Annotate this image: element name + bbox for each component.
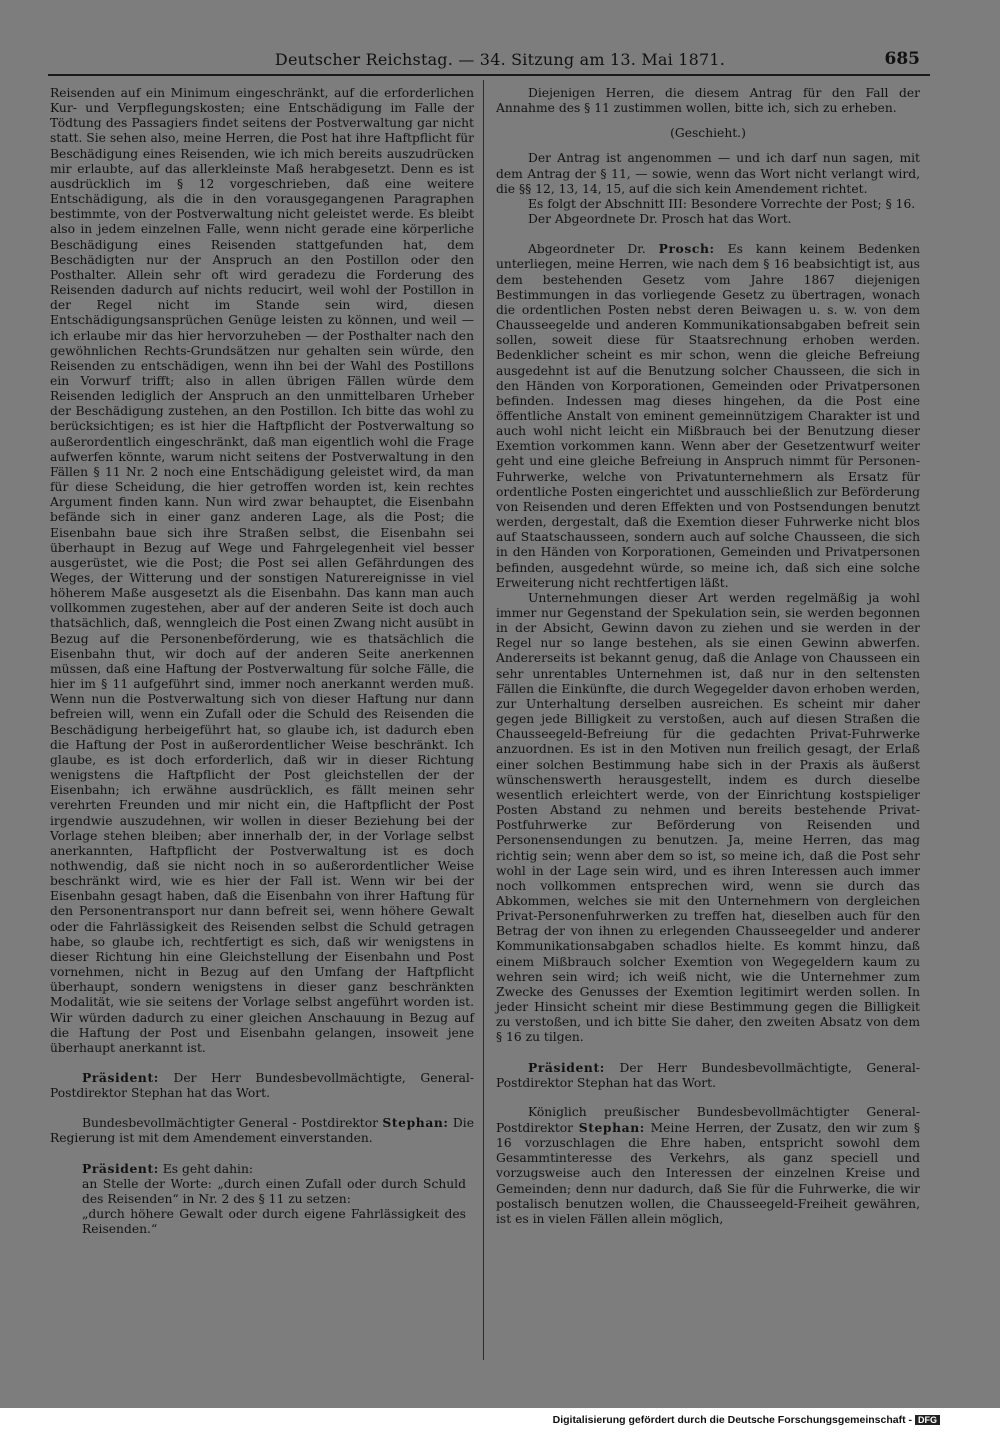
speaker-label: Stephan: (382, 1115, 449, 1131)
right-paragraph-3: Der Antrag ist angenommen — und ich darf nun sagen, mit dem Antrag der § 11, — sowie, wenn das Wort nicht verlangt wird, die §§ 12, 13, 14, 15, auf die sich kein Amendement richtet. (496, 151, 920, 196)
right-paragraph-president (496, 1060, 920, 1091)
right-paragraph-prosch (496, 241, 920, 591)
quoted-amendment-2: „durch höhere Gewalt oder durch eigene Fahrlässigkeit des Reisenden.“ (82, 1207, 466, 1237)
speech-text: Meine Herren, der Zusatz, den wir zum § 16 vorzuschlagen die Ehre haben, entspricht sowohl dem Gesammtinteresse des Verkehrs, als ganz speciell und vorzugsweise auch den Interessen der einzelnen Kreise und Gemeinden; denn nur dadurch, daß Sie für die Fuhrwerke, die wir postalisch benutzen wollen, die Chausseegeld-Freiheit gewähren, ist es in vielen Fällen allein möglich, (496, 1121, 920, 1226)
right-paragraph-7: Unternehmungen dieser Art werden regelmäßig ja wohl immer nur Gegenstand der Spekulation sein, sie werden begonnen in der Absicht, Gewinn davon zu ziehen und sie werden in der Regel nur so lange bestehen, als sie einen Gewinn abwerfen. Andererseits ist bekannt genug, daß die Anlage von Chausseen ein sehr unrentables Unternehmen ist, daß nur in den seltensten Fällen die Einkünfte, die durch Wegegelder davon erhoben werden, zur Unterhaltung derselben ausreichen. Es scheint mir daher gegen jede Billigkeit zu verstoßen, auch auf diesen Straßen die Chausseegeld-Befreiung für die gedachten Privat-Fuhrwerke anzuordnen. Es ist in den Motiven nun freilich gesagt, der Erlaß einer solchen Bestimmung habe sich in der Praxis als äußerst wünschenswerth herausgestellt, indem es durch dieselbe wesentlich erleichtert werde, von der Einrichtung kostspieliger Posten Abstand zu nehmen und bereits bestehende Privat-Postfuhrwerke zur Beförderung von Reisenden und Personensendungen zu benutzen. Ja, meine Herren, das mag richtig sein; wenn aber dem so ist, so meine ich, daß die Post sehr wohl in der Lage sein wird, und es ihren Interessen auch immer noch vollkommen entsprechen wird, wenn sie durch das Abkommen, welches sie mit den Unternehmern von dergleichen Privat-Personenfuhrwerken zu treffen hat, dieselben auch für den Betrag der von ihnen zu erlegenden Chausseegelder und anderer Kommunikationsabgaben schadlos hielte. Es kommt hinzu, daß einem Mißbrauch solcher Exemtion von Wegegeldern kaum zu wehren sein wird; ich weiß nicht, wie die Unternehmer zum Zwecke des Genusses der Exemtion legitimirt werden sollen. In jeder Hinsicht scheint mir diese Bestimmung gegen die Billigkeit zu verstoßen, und ich bitte Sie daher, den zweiten Absatz von dem § 16 zu tilgen. (496, 590, 920, 1045)
speech-text: Es geht dahin: (162, 1161, 254, 1176)
left-paragraph-president-1 (50, 1070, 474, 1101)
right-paragraph-4: Es folgt der Abschnitt III: Besondere Vorrechte der Post; § 16. (528, 196, 916, 211)
credit-text: Digitalisierung gefördert durch die Deutsche Forschungsgemeinschaft - (552, 1414, 912, 1426)
dfg-logo-badge: DFG (915, 1415, 940, 1425)
left-paragraph-1: Reisenden auf ein Minimum eingeschränkt, auf die erforderlichen Kur- und Verpflegungskosten; eine Entschädigung im Falle der Tödtung des Passagiers findet seitens der Postverwaltung gar nicht statt. Sie sehen also, meine Herren, die Post hat ihre Haftpflicht für Beschädigung eines Reisenden, wie ich mich bereits auszudrücken mir erlaubte, auf das allerkleinste Maß herabgesetzt. Denn es ist ausdrücklich im § 12 vorgeschrieben, daß eine weitere Entschädigung, als die in den vorausgegangenen Paragraphen bestimmte, von der Postverwaltung nicht geleistet werde. Es bleibt also in jedem einzelnen Falle, wenn nicht gerade eine körperliche Beschädigung eines Reisenden stattgefunden hat, dem Beschädigten nur der Anspruch an den Postillon oder den Posthalter. Allein sehr oft wird geradezu die Forderung des Reisenden dadurch auf nichts reducirt, weil wohl der Postillon in der Regel nicht im Stande sein wird, diesen Entschädigungsansprüchen Genüge leisten zu können, und weil — ich erlaube mir das hier hervorzuheben — der Posthalter nach den gewöhnlichen Rechts-Grundsätzen nur gehalten sein würde, den Reisenden zu entschädigen, wenn ihn bei der Wahl des Postillons ein Vorwurf trifft; also in allen übrigen Fällen würde dem Reisenden lediglich der Anspruch an den unmittelbaren Urheber der Beschädigung zustehen, an den Postillon. Ich bitte das wohl zu berücksichtigen; es ist hier die Haftpflicht der Postverwaltung so außerordentlich eingeschränkt, daß man eigentlich wohl die Frage aufwerfen könnte, warum nicht seitens der Postverwaltung in den Fällen § 11 Nr. 2 noch eine Entschädigung geleistet wird, da man für diese Scheidung, die hier getroffen worden ist, kein rechtes Argument finden kann. Nun wird zwar behauptet, die Eisenbahn befände sich in einer ganz anderen Lage, als die Post; die Eisenbahn baue sich ihre Straßen selbst, die Eisenbahn sei überhaupt in Bezug auf Wege und Fahrgelegenheit viel besser ausgerüstet, wie die Post; die Post sei allen Gefährdungen des Weges, der Witterung und der sonstigen Naturereignisse in viel höherem Maße ausgesetzt als die Eisenbahn. Das kann man auch vollkommen zugestehen, aber auf der anderen Seite ist doch auch thatsächlich, daß, wenngleich die Post einen Zwang nicht ausübt in Bezug auf die Personenbeförderung, wie es thatsächlich die Eisenbahn thut, wir doch auf der anderen Seite anerkennen müssen, daß eine Haftung der Postverwaltung für solche Fälle, die hier im § 11 aufgeführt sind, immer noch anerkannt werden muß. Wenn nun die Postverwaltung sich von dieser Haftung nur dann befreien will, wenn ein Zufall oder die Schuld des Reisenden die Beschädigung herbeigeführt hat, so glaube ich, ist dadurch eben die Haftung der Post in außerordentlicher Weise beschränkt. Ich glaube, es ist doch erforderlich, daß wir in dieser Richtung wenigstens die Haftpflicht der Post gleichstellen der der Eisenbahn; ich erwähne ausdrücklich, es fällt meinen sehr verehrten Freunden und mir nicht ein, die Haftpflicht der Post irgendwie auszudehnen, wir wollen in dieser Beziehung bei der Vorlage stehen bleiben; aber innerhalb der, in der Vorlage selbst anerkannten, Haftpflicht der Postverwaltung ist es doch nothwendig, daß sie nicht noch in so außerordentlicher Weise beschränkt wird, wie es hier der Fall ist. Wenn wir bei der Eisenbahn gesagt haben, daß die Eisenbahn von ihrer Haftung für den Personentransport nur dann befreit sei, wenn höhere Gewalt oder die Fahrlässigkeit des Reisenden selbst die Schuld getragen habe, so glaube ich, rechtfertigt es sich, daß wir wenigstens in dieser Richtung hin eine Gleichstellung der Eisenbahn und Post vornehmen, nicht in Bezug auf den Umfang der Haftpflicht überhaupt, sondern wenigstens in dieser ganz beschränkten Modalität, wie sie seitens der Vorlage selbst angeführt worden ist. Wir würden dadurch zu einer gleichen Anschauung in Bezug auf die Haftung der Post und Eisenbahn gelangen, insoweit jene überhaupt anerkannt ist. (50, 86, 474, 1055)
page-number: 685 (884, 49, 920, 69)
speech-text: Die Regierung ist mit dem Amendement einverstanden. (50, 1116, 474, 1146)
left-column (50, 86, 474, 1237)
right-paragraph-1: Diejenigen Herren, die diesem Antrag für den Fall der Annahme des § 11 zustimmen wollen, bitte ich, sich zu erheben. (496, 86, 920, 116)
speaker-label: Präsident: (528, 1059, 605, 1075)
header-rule (48, 74, 930, 76)
speech-text: Der Herr Bundesbevollmächtigte, General-Postdirektor Stephan hat das Wort. (50, 1071, 474, 1101)
right-paragraph-stephan (496, 1105, 920, 1227)
column-divider (483, 80, 484, 1360)
speaker-title: Königlich preußischer Bundesbevollmächtigter General-Postdirektor (496, 1104, 920, 1135)
page-header-title: Deutscher Reichstag. — 34. Sitzung am 13. Mai 1871. (274, 50, 726, 69)
speaker-title: Abgeordneter Dr. (528, 242, 646, 257)
speech-text: Es kann keinem Bedenken unterliegen, meine Herren, wie nach dem § 16 beabsichtigt ist, aus dem bestehenden Gesetz vom Jahre 1867 diejenigen Bestimmungen in das vorliegende Gesetz zu übertragen, wonach die ordentlichen Posten nebst deren Beiwagen u. s. w. von dem Chausseegelde und anderen Kommunikationsabgaben befreit sein sollen, soweit diese für Staatsrechnung erhoben werden. Bedenklicher scheint es mir schon, wenn die gleiche Befreiung ausgedehnt ist auf die Benutzung solcher Chausseen, die sich in den Händen von Korporationen, Gemeinden oder Privatpersonen befinden. Indessen mag dieses hingehen, da die Post eine öffentliche Anstalt von eminent gemeinnützigem Charakter ist und auch wohl nicht leicht ein Mißbrauch bei der Benutzung dieser Exemtion vorkommen kann. Wenn aber der Gesetzentwurf weiter geht und eine gleiche Befreiung in Anspruch nimmt für Personen-Fuhrwerke, welche von Privatunternehmern als Ersatz für ordentliche Posten eingerichtet und ausschließlich zur Beförderung von Reisenden und deren Effekten und von Postsendungen benutzt werden, dergestalt, daß die Exemtion dieser Fuhrwerke nicht blos auf Staatschausseen, sondern auch auf solche Chausseen, die sich in den Händen von Korporationen, Gemeinden und Privatpersonen befinden, ausgedehnt würde, so meine ich, daß sich eine solche Erweiterung nicht rechtfertigen läßt. (496, 242, 920, 590)
quoted-amendment-1: an Stelle der Worte: „durch einen Zufall oder durch Schuld des Reisenden“ in Nr. 2 des § 11 zu setzen: (82, 1176, 466, 1206)
speaker-label: Präsident: (82, 1070, 159, 1085)
left-paragraph-president-2 (50, 1161, 474, 1177)
left-paragraph-stephan (50, 1115, 474, 1146)
right-paragraph-2: (Geschieht.) (670, 126, 746, 141)
digitization-credit (553, 1414, 940, 1426)
speaker-label: Stephan: (578, 1120, 645, 1135)
right-paragraph-5: Der Abgeordnete Dr. Prosch hat das Wort. (528, 212, 792, 227)
speaker-label: Prosch: (658, 241, 715, 257)
speaker-label: Präsident: (82, 1160, 159, 1176)
speaker-title: Bundesbevollmächtigter General - Postdirektor (82, 1116, 379, 1131)
right-column (496, 86, 920, 1227)
speech-text: Der Herr Bundesbevollmächtigte, General-Postdirektor Stephan hat das Wort. (496, 1060, 920, 1090)
